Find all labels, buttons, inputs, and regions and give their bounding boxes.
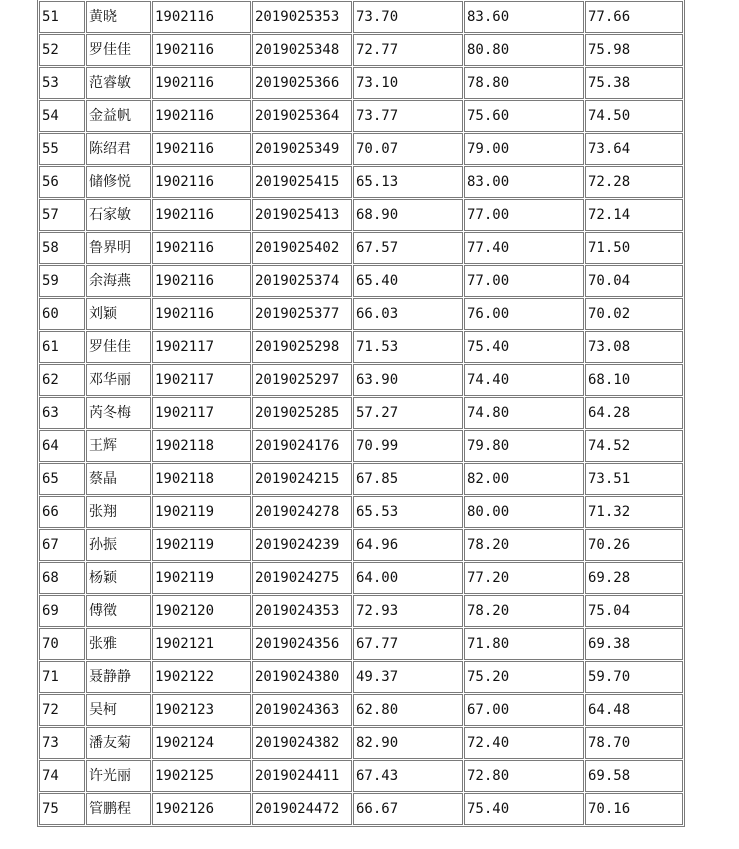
interview-score-cell: 77.40 bbox=[464, 232, 584, 264]
row-number-cell: 55 bbox=[39, 133, 85, 165]
ticket-number-cell: 2019025377 bbox=[252, 298, 352, 330]
written-score-cell: 67.77 bbox=[353, 628, 463, 660]
name-cell: 刘颖 bbox=[86, 298, 151, 330]
row-number-cell: 58 bbox=[39, 232, 85, 264]
name-cell: 孙振 bbox=[86, 529, 151, 561]
position-code-cell: 1902126 bbox=[152, 793, 251, 825]
ticket-number-cell: 2019024380 bbox=[252, 661, 352, 693]
table-row bbox=[39, 397, 683, 429]
written-score-cell: 57.27 bbox=[353, 397, 463, 429]
ticket-number-cell: 2019025353 bbox=[252, 1, 352, 33]
total-score-cell: 69.28 bbox=[585, 562, 683, 594]
written-score-cell: 72.77 bbox=[353, 34, 463, 66]
written-score-cell: 71.53 bbox=[353, 331, 463, 363]
total-score-cell: 70.26 bbox=[585, 529, 683, 561]
interview-score-cell: 79.00 bbox=[464, 133, 584, 165]
interview-score-cell: 74.40 bbox=[464, 364, 584, 396]
table-row bbox=[39, 331, 683, 363]
total-score-cell: 73.51 bbox=[585, 463, 683, 495]
interview-score-cell: 67.00 bbox=[464, 694, 584, 726]
total-score-cell: 70.04 bbox=[585, 265, 683, 297]
ticket-number-cell: 2019024353 bbox=[252, 595, 352, 627]
name-cell: 王辉 bbox=[86, 430, 151, 462]
total-score-cell: 75.04 bbox=[585, 595, 683, 627]
interview-score-cell: 78.20 bbox=[464, 595, 584, 627]
interview-score-cell: 75.60 bbox=[464, 100, 584, 132]
position-code-cell: 1902116 bbox=[152, 34, 251, 66]
table-row bbox=[39, 661, 683, 693]
row-number-cell: 56 bbox=[39, 166, 85, 198]
table-row bbox=[39, 364, 683, 396]
score-table bbox=[37, 0, 685, 827]
score-table-body bbox=[39, 1, 683, 825]
name-cell: 管鹏程 bbox=[86, 793, 151, 825]
written-score-cell: 65.40 bbox=[353, 265, 463, 297]
interview-score-cell: 80.80 bbox=[464, 34, 584, 66]
name-cell: 罗佳佳 bbox=[86, 331, 151, 363]
ticket-number-cell: 2019024472 bbox=[252, 793, 352, 825]
name-cell: 许光丽 bbox=[86, 760, 151, 792]
row-number-cell: 70 bbox=[39, 628, 85, 660]
total-score-cell: 69.38 bbox=[585, 628, 683, 660]
position-code-cell: 1902116 bbox=[152, 199, 251, 231]
written-score-cell: 63.90 bbox=[353, 364, 463, 396]
position-code-cell: 1902119 bbox=[152, 562, 251, 594]
total-score-cell: 71.32 bbox=[585, 496, 683, 528]
interview-score-cell: 80.00 bbox=[464, 496, 584, 528]
position-code-cell: 1902119 bbox=[152, 529, 251, 561]
ticket-number-cell: 2019025298 bbox=[252, 331, 352, 363]
ticket-number-cell: 2019024382 bbox=[252, 727, 352, 759]
position-code-cell: 1902117 bbox=[152, 331, 251, 363]
total-score-cell: 72.14 bbox=[585, 199, 683, 231]
total-score-cell: 75.98 bbox=[585, 34, 683, 66]
interview-score-cell: 77.20 bbox=[464, 562, 584, 594]
written-score-cell: 65.13 bbox=[353, 166, 463, 198]
interview-score-cell: 76.00 bbox=[464, 298, 584, 330]
written-score-cell: 65.53 bbox=[353, 496, 463, 528]
total-score-cell: 74.52 bbox=[585, 430, 683, 462]
position-code-cell: 1902116 bbox=[152, 265, 251, 297]
interview-score-cell: 72.40 bbox=[464, 727, 584, 759]
written-score-cell: 72.93 bbox=[353, 595, 463, 627]
ticket-number-cell: 2019025349 bbox=[252, 133, 352, 165]
name-cell: 傅徵 bbox=[86, 595, 151, 627]
row-number-cell: 75 bbox=[39, 793, 85, 825]
ticket-number-cell: 2019025297 bbox=[252, 364, 352, 396]
table-row bbox=[39, 793, 683, 825]
position-code-cell: 1902123 bbox=[152, 694, 251, 726]
row-number-cell: 60 bbox=[39, 298, 85, 330]
table-row bbox=[39, 34, 683, 66]
interview-score-cell: 78.20 bbox=[464, 529, 584, 561]
row-number-cell: 64 bbox=[39, 430, 85, 462]
interview-score-cell: 71.80 bbox=[464, 628, 584, 660]
written-score-cell: 70.99 bbox=[353, 430, 463, 462]
interview-score-cell: 83.00 bbox=[464, 166, 584, 198]
interview-score-cell: 74.80 bbox=[464, 397, 584, 429]
table-row bbox=[39, 133, 683, 165]
name-cell: 吴柯 bbox=[86, 694, 151, 726]
written-score-cell: 67.85 bbox=[353, 463, 463, 495]
total-score-cell: 64.48 bbox=[585, 694, 683, 726]
table-row bbox=[39, 496, 683, 528]
row-number-cell: 52 bbox=[39, 34, 85, 66]
interview-score-cell: 75.40 bbox=[464, 793, 584, 825]
total-score-cell: 70.02 bbox=[585, 298, 683, 330]
table-row bbox=[39, 529, 683, 561]
interview-score-cell: 79.80 bbox=[464, 430, 584, 462]
name-cell: 芮冬梅 bbox=[86, 397, 151, 429]
total-score-cell: 74.50 bbox=[585, 100, 683, 132]
name-cell: 杨颖 bbox=[86, 562, 151, 594]
table-row bbox=[39, 199, 683, 231]
name-cell: 潘友菊 bbox=[86, 727, 151, 759]
total-score-cell: 73.08 bbox=[585, 331, 683, 363]
name-cell: 鲁界明 bbox=[86, 232, 151, 264]
interview-score-cell: 78.80 bbox=[464, 67, 584, 99]
name-cell: 石家敏 bbox=[86, 199, 151, 231]
position-code-cell: 1902120 bbox=[152, 595, 251, 627]
position-code-cell: 1902117 bbox=[152, 397, 251, 429]
name-cell: 陈绍君 bbox=[86, 133, 151, 165]
name-cell: 邓华丽 bbox=[86, 364, 151, 396]
ticket-number-cell: 2019024176 bbox=[252, 430, 352, 462]
total-score-cell: 69.58 bbox=[585, 760, 683, 792]
total-score-cell: 64.28 bbox=[585, 397, 683, 429]
table-row bbox=[39, 595, 683, 627]
table-row bbox=[39, 166, 683, 198]
total-score-cell: 71.50 bbox=[585, 232, 683, 264]
written-score-cell: 68.90 bbox=[353, 199, 463, 231]
ticket-number-cell: 2019025285 bbox=[252, 397, 352, 429]
written-score-cell: 64.96 bbox=[353, 529, 463, 561]
name-cell: 储修悦 bbox=[86, 166, 151, 198]
row-number-cell: 66 bbox=[39, 496, 85, 528]
position-code-cell: 1902116 bbox=[152, 298, 251, 330]
ticket-number-cell: 2019025415 bbox=[252, 166, 352, 198]
position-code-cell: 1902116 bbox=[152, 1, 251, 33]
name-cell: 范睿敏 bbox=[86, 67, 151, 99]
total-score-cell: 72.28 bbox=[585, 166, 683, 198]
position-code-cell: 1902124 bbox=[152, 727, 251, 759]
name-cell: 张翔 bbox=[86, 496, 151, 528]
name-cell: 蔡晶 bbox=[86, 463, 151, 495]
row-number-cell: 74 bbox=[39, 760, 85, 792]
written-score-cell: 62.80 bbox=[353, 694, 463, 726]
position-code-cell: 1902117 bbox=[152, 364, 251, 396]
total-score-cell: 75.38 bbox=[585, 67, 683, 99]
position-code-cell: 1902125 bbox=[152, 760, 251, 792]
row-number-cell: 62 bbox=[39, 364, 85, 396]
position-code-cell: 1902119 bbox=[152, 496, 251, 528]
written-score-cell: 70.07 bbox=[353, 133, 463, 165]
ticket-number-cell: 2019024275 bbox=[252, 562, 352, 594]
row-number-cell: 63 bbox=[39, 397, 85, 429]
row-number-cell: 68 bbox=[39, 562, 85, 594]
written-score-cell: 73.77 bbox=[353, 100, 463, 132]
ticket-number-cell: 2019024363 bbox=[252, 694, 352, 726]
position-code-cell: 1902122 bbox=[152, 661, 251, 693]
written-score-cell: 64.00 bbox=[353, 562, 463, 594]
row-number-cell: 53 bbox=[39, 67, 85, 99]
written-score-cell: 67.57 bbox=[353, 232, 463, 264]
table-row bbox=[39, 727, 683, 759]
row-number-cell: 67 bbox=[39, 529, 85, 561]
position-code-cell: 1902118 bbox=[152, 463, 251, 495]
interview-score-cell: 82.00 bbox=[464, 463, 584, 495]
ticket-number-cell: 2019024411 bbox=[252, 760, 352, 792]
position-code-cell: 1902118 bbox=[152, 430, 251, 462]
table-row bbox=[39, 694, 683, 726]
ticket-number-cell: 2019024356 bbox=[252, 628, 352, 660]
written-score-cell: 66.67 bbox=[353, 793, 463, 825]
ticket-number-cell: 2019024215 bbox=[252, 463, 352, 495]
row-number-cell: 51 bbox=[39, 1, 85, 33]
name-cell: 余海燕 bbox=[86, 265, 151, 297]
row-number-cell: 65 bbox=[39, 463, 85, 495]
table-row bbox=[39, 430, 683, 462]
total-score-cell: 73.64 bbox=[585, 133, 683, 165]
table-row bbox=[39, 298, 683, 330]
row-number-cell: 59 bbox=[39, 265, 85, 297]
position-code-cell: 1902116 bbox=[152, 232, 251, 264]
position-code-cell: 1902116 bbox=[152, 100, 251, 132]
position-code-cell: 1902121 bbox=[152, 628, 251, 660]
table-row bbox=[39, 628, 683, 660]
interview-score-cell: 83.60 bbox=[464, 1, 584, 33]
table-row bbox=[39, 562, 683, 594]
interview-score-cell: 77.00 bbox=[464, 199, 584, 231]
ticket-number-cell: 2019025413 bbox=[252, 199, 352, 231]
table-row bbox=[39, 760, 683, 792]
ticket-number-cell: 2019025366 bbox=[252, 67, 352, 99]
row-number-cell: 72 bbox=[39, 694, 85, 726]
row-number-cell: 57 bbox=[39, 199, 85, 231]
name-cell: 金益帆 bbox=[86, 100, 151, 132]
ticket-number-cell: 2019024278 bbox=[252, 496, 352, 528]
ticket-number-cell: 2019025364 bbox=[252, 100, 352, 132]
name-cell: 罗佳佳 bbox=[86, 34, 151, 66]
table-row bbox=[39, 100, 683, 132]
total-score-cell: 68.10 bbox=[585, 364, 683, 396]
table-row bbox=[39, 1, 683, 33]
name-cell: 张雅 bbox=[86, 628, 151, 660]
total-score-cell: 70.16 bbox=[585, 793, 683, 825]
total-score-cell: 59.70 bbox=[585, 661, 683, 693]
row-number-cell: 61 bbox=[39, 331, 85, 363]
name-cell: 黄晓 bbox=[86, 1, 151, 33]
ticket-number-cell: 2019025348 bbox=[252, 34, 352, 66]
written-score-cell: 49.37 bbox=[353, 661, 463, 693]
interview-score-cell: 77.00 bbox=[464, 265, 584, 297]
interview-score-cell: 75.20 bbox=[464, 661, 584, 693]
written-score-cell: 82.90 bbox=[353, 727, 463, 759]
position-code-cell: 1902116 bbox=[152, 67, 251, 99]
written-score-cell: 73.10 bbox=[353, 67, 463, 99]
table-row bbox=[39, 265, 683, 297]
written-score-cell: 67.43 bbox=[353, 760, 463, 792]
position-code-cell: 1902116 bbox=[152, 166, 251, 198]
interview-score-cell: 72.80 bbox=[464, 760, 584, 792]
table-row bbox=[39, 67, 683, 99]
ticket-number-cell: 2019025402 bbox=[252, 232, 352, 264]
total-score-cell: 77.66 bbox=[585, 1, 683, 33]
ticket-number-cell: 2019024239 bbox=[252, 529, 352, 561]
row-number-cell: 71 bbox=[39, 661, 85, 693]
table-row bbox=[39, 463, 683, 495]
position-code-cell: 1902116 bbox=[152, 133, 251, 165]
row-number-cell: 69 bbox=[39, 595, 85, 627]
row-number-cell: 73 bbox=[39, 727, 85, 759]
written-score-cell: 73.70 bbox=[353, 1, 463, 33]
name-cell: 聂静静 bbox=[86, 661, 151, 693]
total-score-cell: 78.70 bbox=[585, 727, 683, 759]
interview-score-cell: 75.40 bbox=[464, 331, 584, 363]
ticket-number-cell: 2019025374 bbox=[252, 265, 352, 297]
written-score-cell: 66.03 bbox=[353, 298, 463, 330]
table-row bbox=[39, 232, 683, 264]
row-number-cell: 54 bbox=[39, 100, 85, 132]
